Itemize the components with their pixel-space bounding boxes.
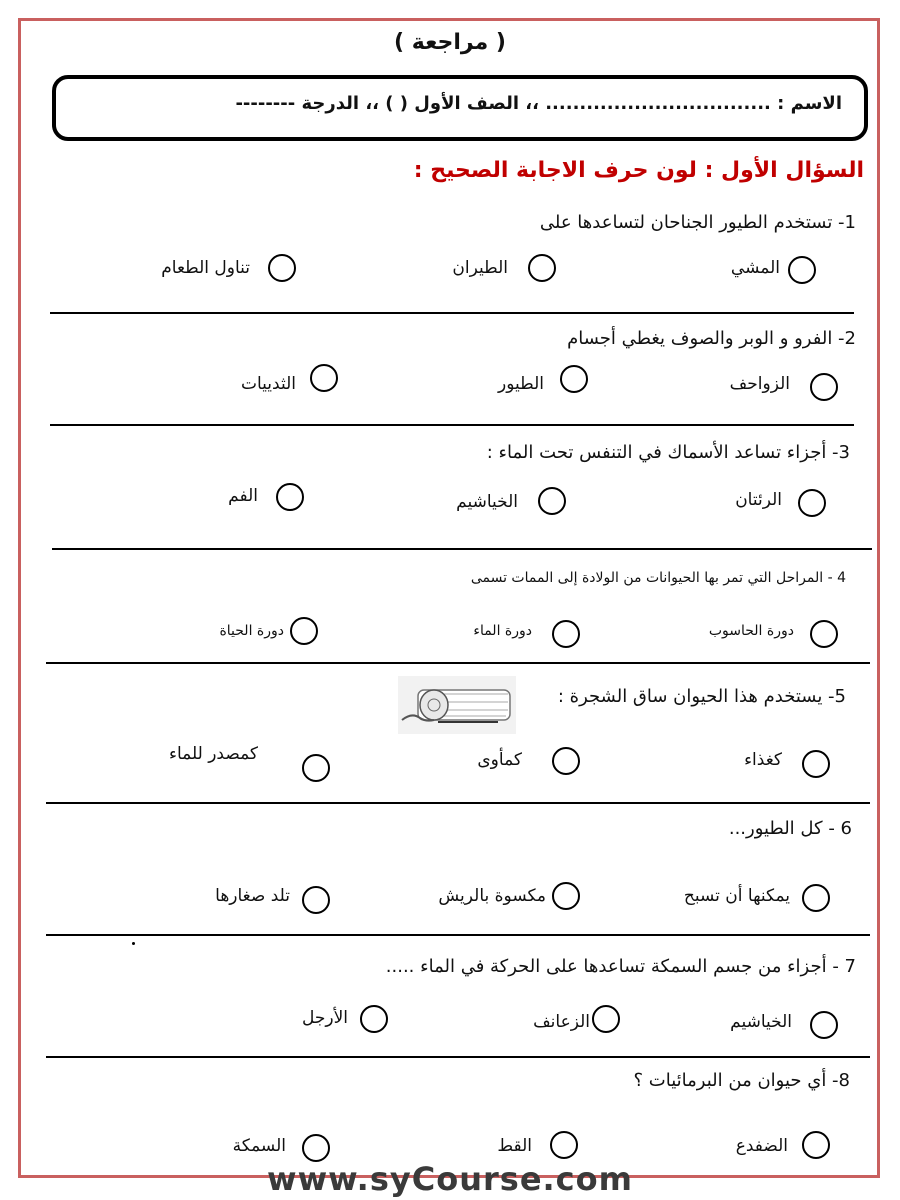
q7-option-1-label: الخياشيم <box>730 1012 792 1032</box>
divider <box>46 802 870 804</box>
q1-option-3-label: تناول الطعام <box>161 258 250 278</box>
question-3-text: 3- أجزاء تساعد الأسماك في التنفس تحت الماء : <box>486 442 850 463</box>
q4-option-1-circle[interactable] <box>810 620 838 648</box>
q5-option-3-label: كمصدر للماء <box>168 744 258 764</box>
divider <box>50 312 854 314</box>
q5-option-2-circle[interactable] <box>552 747 580 775</box>
q8-option-2-label: القط <box>497 1136 532 1156</box>
q4-option-2-circle[interactable] <box>552 620 580 648</box>
question-1-text: 1- تستخدم الطيور الجناحان لتساعدها على <box>539 212 856 233</box>
q2-option-2-circle[interactable] <box>560 365 588 393</box>
q8-option-1-circle[interactable] <box>802 1131 830 1159</box>
divider <box>52 548 872 550</box>
q7-option-1-circle[interactable] <box>810 1011 838 1039</box>
q3-option-1-label: الرئتان <box>735 490 782 510</box>
q3-option-3-circle[interactable] <box>276 483 304 511</box>
q8-option-1-label: الضفدع <box>735 1136 788 1156</box>
q5-option-1-circle[interactable] <box>802 750 830 778</box>
q1-option-1-label: المشي <box>730 258 780 278</box>
q6-option-1-label: يمكنها أن تسبح <box>683 886 790 906</box>
divider <box>46 934 870 936</box>
q4-option-1-label: دورة الحاسوب <box>708 623 794 639</box>
q7-option-2-label: الزعانف <box>533 1012 590 1032</box>
q7-option-3-label: الأرجل <box>301 1008 348 1028</box>
divider <box>50 424 854 426</box>
q3-option-3-label: الفم <box>228 486 258 506</box>
question-6-text: 6 - كل الطيور... <box>728 818 852 839</box>
q2-option-3-label: الثدييات <box>240 374 296 394</box>
q7-option-2-circle[interactable] <box>592 1005 620 1033</box>
q6-option-1-circle[interactable] <box>802 884 830 912</box>
q6-option-2-circle[interactable] <box>552 882 580 910</box>
q4-option-3-label: دورة الحياة <box>219 623 284 639</box>
section-heading: السؤال الأول : لون حرف الاجابة الصحيح : <box>413 158 864 183</box>
q4-option-3-circle[interactable] <box>290 617 318 645</box>
divider <box>46 1056 870 1058</box>
q8-option-3-circle[interactable] <box>302 1134 330 1162</box>
q6-option-3-circle[interactable] <box>302 886 330 914</box>
q1-option-3-circle[interactable] <box>268 254 296 282</box>
page-title: ( مراجعة ) <box>394 30 506 55</box>
q3-option-2-label: الخياشيم <box>456 492 518 512</box>
site-watermark: www.syCourse.com <box>267 1160 633 1198</box>
question-4-text: 4 - المراحل التي تمر بها الحيوانات من الولادة إلى الممات تسمى <box>470 570 846 586</box>
q3-option-2-circle[interactable] <box>538 487 566 515</box>
question-5-text: 5- يستخدم هذا الحيوان ساق الشجرة : <box>557 686 846 707</box>
stray-dot <box>132 942 135 945</box>
q5-option-1-label: كغذاء <box>744 750 782 770</box>
q1-option-2-circle[interactable] <box>528 254 556 282</box>
divider <box>46 662 870 664</box>
q8-option-3-label: السمكة <box>232 1136 286 1156</box>
q2-option-3-circle[interactable] <box>310 364 338 392</box>
q2-option-1-circle[interactable] <box>810 373 838 401</box>
q5-option-3-circle[interactable] <box>302 754 330 782</box>
question-8-text: 8- أي حيوان من البرمائيات ؟ <box>633 1070 850 1091</box>
question-2-text: 2- الفرو و الوبر والصوف يغطي أجسام <box>567 328 856 349</box>
tree-log-animal-image <box>398 676 516 734</box>
q2-option-2-label: الطيور <box>498 374 544 394</box>
q1-option-1-circle[interactable] <box>788 256 816 284</box>
q5-option-2-label: كمأوى <box>477 750 522 770</box>
q1-option-2-label: الطيران <box>452 258 508 278</box>
student-info-line: الاسم : ................................. ،، الصف الأول ( ) ،، الدرجة -------- <box>235 93 842 114</box>
q6-option-3-label: تلد صغارها <box>215 886 290 906</box>
question-7-text: 7 - أجزاء من جسم السمكة تساعدها على الحركة في الماء ..... <box>385 956 856 977</box>
q3-option-1-circle[interactable] <box>798 489 826 517</box>
q7-option-3-circle[interactable] <box>360 1005 388 1033</box>
q4-option-2-label: دورة الماء <box>473 623 532 639</box>
q2-option-1-label: الزواحف <box>729 374 790 394</box>
q8-option-2-circle[interactable] <box>550 1131 578 1159</box>
q6-option-2-label: مكسوة بالريش <box>438 886 546 906</box>
page-border <box>18 18 880 1178</box>
